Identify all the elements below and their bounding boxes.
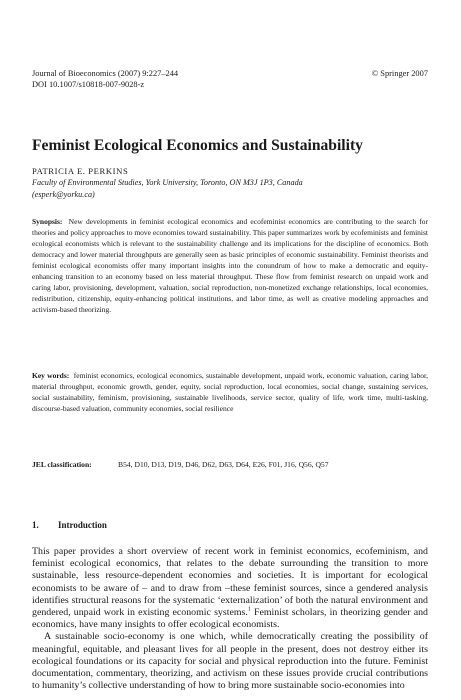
jel-label: JEL classification: [32,460,92,469]
section-number: 1. [32,520,39,530]
publisher-copyright: © Springer 2007 [371,69,428,78]
journal-citation: Journal of Bioeconomics (2007) 9:227–244 [32,69,179,78]
paragraph-text: Feminist scholars, in theorizing gender and economics, have many insights to offer ecological economists. [32,607,428,631]
section-title: Introduction [58,520,107,530]
footnote-marker[interactable]: 1 [247,606,251,613]
jel-classification [32,460,428,469]
synopsis [32,216,428,315]
synopsis-text: New developments in feminist ecological economics and ecofeminist economics are contributing to the search for theories and policy approaches to move economies toward sustainability. This paper summarizes work by ecofeminists and feminist ecological economists which is relevant to the sustainability challenge and its implications for the discipline of economics. Both democracy and lower material throughputs are generally seen as basic principles of economic sustainability. Feminist theorists and feminist ecological economists offer many important insights into the conundrum of how to make a democratic and equity-enhancing transition to an economy based on less material throughput. These flow from feminist research on unpaid work and caring labor, provisioning, development, valuation, social reproduction, non-monetized exchange relationships, local economies, redistribution, citizenship, equity-enhancing political institutions, and labor time, as well as creative modeling approaches and activism-based theorizing. [32,217,428,314]
synopsis-label: Synopsis: [32,217,63,226]
author-name: PATRICIA E. PERKINS [32,166,129,176]
body-text [32,546,428,692]
paragraph: A sustainable socio-economy is one which, while democratically creating the possibility of meaningful, equitable, and pleasant lives for all people in the present, does not destroy either its ecological foundations or its capacity for social and physical reproduction into the future. Feminist documentation, commentary, theorizing, and activism on these issues provide crucial contributions to humanity’s collective understanding of how to bring more sustainable socio-economies into [32,631,428,692]
keywords-text: feminist economics, ecological economics, sustainable development, unpaid work, economic valuation, caring labor, material throughput, economic growth, gender, equity, social reproduction, local economies, social change, sustaining services, social sustainability, feminism, provisioning, sustainable livelihoods, service sector, quality of life, work time, multi-tasking, discourse-based valuation, community economies, social resilience [32,371,429,413]
author-affiliation: Faculty of Environmental Studies, York University, Toronto, ON M3J 1P3, Canada [32,178,303,187]
keywords-label: Key words: [32,371,70,380]
paragraph [32,546,428,631]
paragraph-text: This paper provides a short overview of recent work in feminist economics, ecofeminism, and feminist ecological economics, that relates to the debate surrounding the transition to more sustainable, less resource-dependent economies and societies. It is important for ecological economists to be aware of – and to draw from –these feminist sources, since a gendered analysis identifies structural reasons for the systematic ‘externalization’ of both the natural environment and gendered, unpaid work in existing economic systems. [32,546,428,619]
author-email: (esperk@yorku.ca) [32,190,95,199]
jel-codes: B54, D10, D13, D19, D46, D62, D63, D64, E26, F01, J16, Q56, Q57 [118,460,329,469]
section-heading [32,520,107,530]
doi: DOI 10.1007/s10818-007-9028-z [32,80,145,89]
keywords [32,370,428,414]
article-title: Feminist Ecological Economics and Sustainability [32,137,363,154]
